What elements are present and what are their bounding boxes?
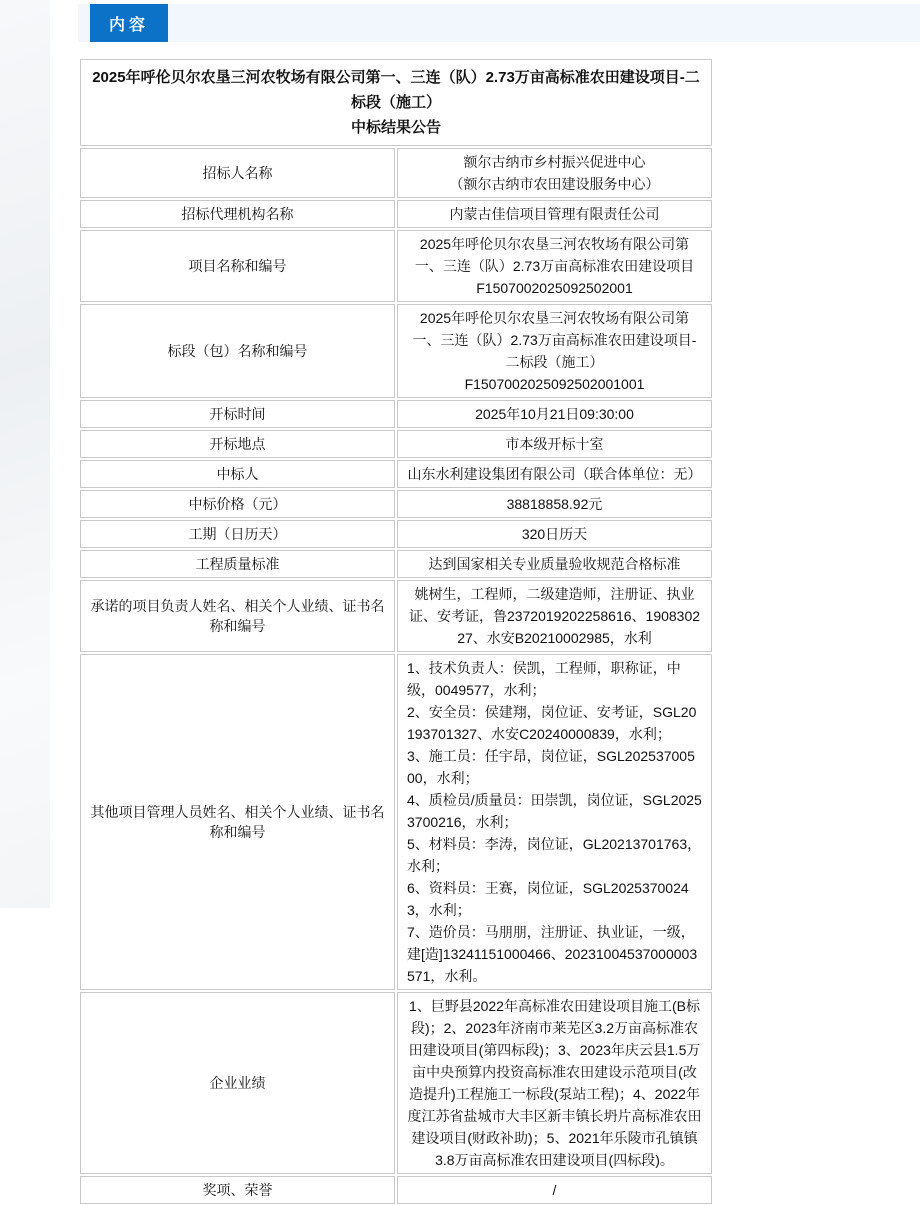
value-paragraph: 38818858.92元 <box>506 496 603 512</box>
table-row <box>80 200 712 228</box>
title-row <box>80 59 712 146</box>
table-row <box>80 304 712 398</box>
table-row <box>80 460 712 488</box>
table-row <box>80 520 712 548</box>
row-value <box>397 230 712 302</box>
value-paragraph: 2、安全员：侯建翔，岗位证、安考证，SGL20193701327、水安C20240000839，水利； <box>407 704 697 742</box>
value-paragraph: 3、施工员：任宇昂，岗位证，SGL20253700500，水利； <box>407 748 695 786</box>
value-paragraph: / <box>552 1182 557 1198</box>
table-row <box>80 580 712 652</box>
row-label: 招标代理机构名称 <box>80 200 395 228</box>
table-row <box>80 148 712 198</box>
row-value <box>397 430 712 458</box>
value-paragraph: 2025年呼伦贝尔农垦三河农牧场有限公司第一、三连（队）2.73万亩高标准农田建设项目-二标段（施工） <box>412 310 697 370</box>
value-paragraph: 2025年10月21日09:30:00 <box>475 406 634 422</box>
value-paragraph: 4、质检员/质量员：田崇凯，岗位证，SGL20253700216，水利； <box>407 792 702 830</box>
row-value <box>397 992 712 1174</box>
row-value <box>397 148 712 198</box>
row-label: 开标地点 <box>80 430 395 458</box>
announcement-table-body <box>80 59 712 1204</box>
row-label: 工程质量标准 <box>80 550 395 578</box>
value-paragraph: 1、技术负责人：侯凯，工程师，职称证，中级，0049577，水利； <box>407 660 681 698</box>
announcement-table <box>78 57 714 1206</box>
value-paragraph: 姚树生，工程师，二级建造师，注册证、执业证、安考证，鲁2372019202258616、190830227、水安B20210002985，水利 <box>408 586 701 646</box>
row-label: 开标时间 <box>80 400 395 428</box>
page-title <box>80 59 712 146</box>
table-row <box>80 230 712 302</box>
table-row <box>80 400 712 428</box>
row-value <box>397 460 712 488</box>
row-value <box>397 1176 712 1204</box>
row-value <box>397 580 712 652</box>
page-left-decoration <box>0 0 50 908</box>
row-label: 招标人名称 <box>80 148 395 198</box>
value-paragraph: 1、巨野县2022年高标准农田建设项目施工(B标段)；2、2023年济南市莱芜区3.2万亩高标准农田建设项目(第四标段)；3、2023年庆云县1.5万亩中央预算内投资高标准农田建设示范项目(改造提升)工程施工一标段(泵站工程)；4、2022年度江苏省盐城市大丰区新丰镇长坍片高标准农田建设项目(财政补助)；5、2021年乐陵市孔镇镇3.8万亩高标准农田建设项目(四标段)。 <box>407 998 702 1168</box>
row-value <box>397 304 712 398</box>
row-label: 标段（包）名称和编号 <box>80 304 395 398</box>
row-label: 中标人 <box>80 460 395 488</box>
value-paragraph: 达到国家相关专业质量验收规范合格标准 <box>428 556 681 572</box>
row-label: 其他项目管理人员姓名、相关个人业绩、证书名称和编号 <box>80 654 395 990</box>
row-value <box>397 400 712 428</box>
row-label: 工期（日历天） <box>80 520 395 548</box>
row-value <box>397 550 712 578</box>
table-row <box>80 490 712 518</box>
row-label: 项目名称和编号 <box>80 230 395 302</box>
table-row <box>80 430 712 458</box>
value-paragraph: （额尔古纳市农田建设服务中心） <box>449 176 660 192</box>
value-paragraph: 6、资料员：王赛，岗位证，SGL20253700243，水利； <box>407 880 689 918</box>
row-value <box>397 520 712 548</box>
row-value <box>397 490 712 518</box>
title-line: 中标结果公告 <box>350 119 441 136</box>
table-row <box>80 550 712 578</box>
table-row <box>80 654 712 990</box>
tab-content[interactable]: 内容 <box>90 4 168 42</box>
row-label: 企业业绩 <box>80 992 395 1174</box>
table-row <box>80 1176 712 1204</box>
row-label: 中标价格（元） <box>80 490 395 518</box>
value-paragraph: 额尔古纳市乡村振兴促进中心 <box>463 154 646 170</box>
value-paragraph: 320日历天 <box>521 526 588 542</box>
value-paragraph: 2025年呼伦贝尔农垦三河农牧场有限公司第一、三连（队）2.73万亩高标准农田建设项目 <box>414 236 695 274</box>
row-label: 承诺的项目负责人姓名、相关个人业绩、证书名称和编号 <box>80 580 395 652</box>
table-row <box>80 992 712 1174</box>
value-paragraph: 山东水利建设集团有限公司（联合体单位：无） <box>407 466 702 482</box>
row-value <box>397 200 712 228</box>
announcement-table-wrap <box>78 57 714 1206</box>
value-paragraph: F1507002025092502001001 <box>464 376 645 392</box>
value-paragraph: 7、造价员：马朋朋，注册证、执业证，一级，建[造]13241151000466、20231004537000003571，水利。 <box>407 924 698 984</box>
row-value <box>397 654 712 990</box>
value-paragraph: F1507002025092502001 <box>476 280 633 296</box>
title-line: 2025年呼伦贝尔农垦三河农牧场有限公司第一、三连（队）2.73万亩高标准农田建设项目-二标段（施工） <box>92 69 700 111</box>
value-paragraph: 内蒙古佳信项目管理有限责任公司 <box>449 206 660 222</box>
value-paragraph: 5、材料员：李涛，岗位证，GL20213701763，水利； <box>407 836 702 874</box>
tab-bar <box>78 4 920 42</box>
value-paragraph: 市本级开标十室 <box>505 436 604 452</box>
row-label: 奖项、荣誉 <box>80 1176 395 1204</box>
